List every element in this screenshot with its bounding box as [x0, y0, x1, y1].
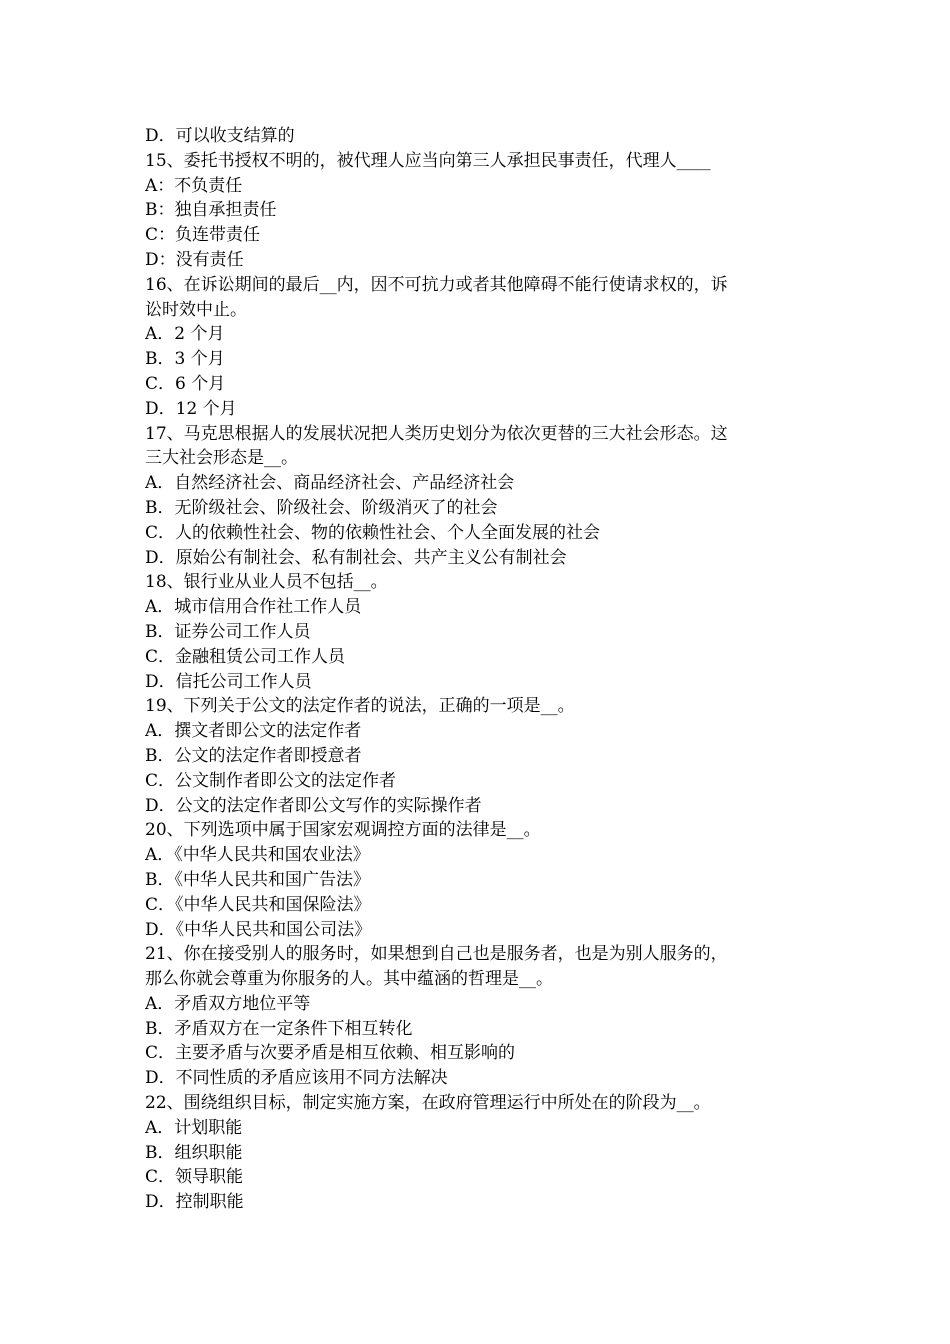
question-20: 20、下列选项中属于国家宏观调控方面的法律是__。	[145, 820, 541, 841]
option-line: A：不负责任	[145, 175, 243, 196]
option-line: B．矛盾双方在一定条件下相互转化	[145, 1018, 413, 1039]
option-line: B．无阶级社会、阶级社会、阶级消灭了的社会	[145, 497, 498, 518]
option-line: C．人的依赖性社会、物的依赖性社会、个人全面发展的社会	[145, 522, 601, 543]
option-line: A．矛盾双方地位平等	[145, 993, 311, 1014]
option-line: D．控制职能	[145, 1192, 244, 1213]
option-line: D：没有责任	[145, 249, 244, 270]
option-line: A．城市信用合作社工作人员	[145, 597, 362, 618]
question-22: 22、围绕组织目标，制定实施方案，在政府管理运行中所处在的阶段为__。	[145, 1093, 711, 1114]
question-15: 15、委托书授权不明的，被代理人应当向第三人承担民事责任，代理人____	[145, 150, 711, 171]
question-17: 17、马克思根据人的发展状况把人类历史划分为依次更替的三大社会形态。这	[145, 423, 728, 444]
option-line: A．撰文者即公文的法定作者	[145, 721, 362, 742]
option-line: B．《中华人民共和国广告法》	[145, 869, 370, 890]
question-19: 19、下列关于公文的法定作者的说法，正确的一项是__。	[145, 696, 575, 717]
document-body	[145, 124, 810, 1215]
option-line: D．原始公有制社会、私有制社会、共产主义公有制社会	[145, 547, 567, 568]
question-17-continued: 三大社会形态是__。	[145, 448, 298, 469]
option-line: C．金融租赁公司工作人员	[145, 646, 346, 667]
option-line: D．《中华人民共和国公司法》	[145, 919, 372, 940]
option-line: B．证券公司工作人员	[145, 621, 311, 642]
question-21-continued: 那么你就会尊重为你服务的人。其中蕴涵的哲理是__。	[145, 969, 553, 990]
option-line: A．2 个月	[145, 324, 225, 345]
option-line: C．6 个月	[145, 373, 226, 394]
question-21: 21、你在接受别人的服务时，如果想到自己也是服务者，也是为别人服务的，	[145, 944, 728, 965]
option-line: C．主要矛盾与次要矛盾是相互依赖、相互影响的	[145, 1043, 516, 1064]
option-line: C．《中华人民共和国保险法》	[145, 894, 371, 915]
option-line: A．自然经济社会、商品经济社会、产品经济社会	[145, 473, 515, 494]
option-line: D．12 个月	[145, 398, 237, 419]
option-line: C．公文制作者即公文的法定作者	[145, 770, 397, 791]
option-line: D．可以收支结算的	[145, 126, 295, 146]
option-line: A．计划职能	[145, 1117, 243, 1138]
question-16: 16、在诉讼期间的最后__内，因不可抗力或者其他障碍不能行使请求权的，诉	[145, 274, 728, 295]
option-line: D．信托公司工作人员	[145, 671, 312, 692]
option-line: D．公文的法定作者即公文写作的实际操作者	[145, 795, 482, 816]
option-line: B．组织职能	[145, 1142, 243, 1163]
option-line: B．3 个月	[145, 349, 225, 370]
option-line: B：独自承担责任	[145, 200, 277, 221]
question-18: 18、银行业从业人员不包括__。	[145, 572, 388, 593]
option-line: C．领导职能	[145, 1167, 244, 1188]
option-line: B．公文的法定作者即授意者	[145, 745, 362, 766]
option-line: D．不同性质的矛盾应该用不同方法解决	[145, 1068, 448, 1089]
option-line: A．《中华人民共和国农业法》	[145, 845, 370, 866]
question-16-continued: 讼时效中止。	[145, 299, 247, 320]
option-line: C：负连带责任	[145, 225, 261, 246]
